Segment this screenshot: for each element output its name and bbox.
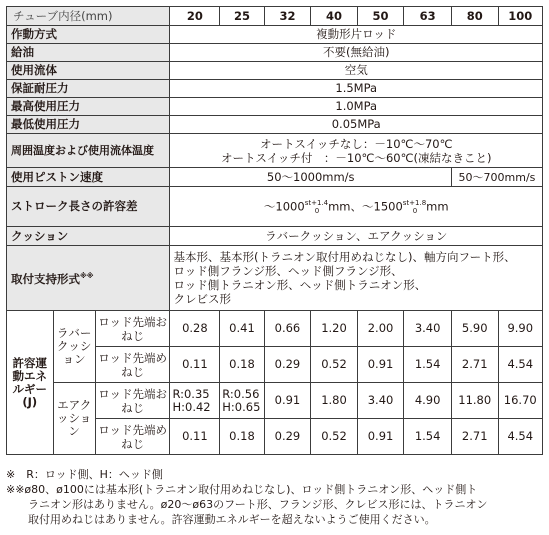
row-fluid (7, 62, 543, 80)
min-pressure-label: 最低使用圧力 (7, 116, 170, 134)
piston-speed-label: 使用ピストン速度 (7, 168, 170, 187)
footnotes (6, 467, 546, 527)
stroke-part2-tol (403, 199, 426, 215)
stroke-part2-unit: mm (426, 199, 449, 213)
action-label: 作動方式 (7, 26, 170, 44)
footnote: ※ R：ロッド側、H：ヘッド側 (6, 468, 163, 481)
bore-40: 40 (311, 7, 358, 26)
temperature-line-2-text: オートスイッチ付 ：－10℃～60℃ (220, 150, 414, 165)
proof-pressure-label: 保証耐圧力 (7, 80, 170, 98)
bore-20: 20 (170, 7, 220, 26)
bore-25: 25 (220, 7, 264, 26)
rubber-female-40: 0.52 (311, 347, 358, 383)
air-female-25: 0.18 (220, 419, 264, 455)
row-rubber-male (7, 311, 543, 347)
rubber-female-label: ロッド先端めねじ (95, 347, 170, 383)
temperature-line-2 (170, 151, 542, 165)
air-male-25-head: H:0.65 (222, 399, 261, 414)
mounting-label-cell (7, 246, 170, 311)
stroke-tolerance-label: ストローク長さの許容差 (7, 187, 170, 227)
spec-table (6, 6, 543, 455)
stroke-part1-tol (305, 199, 328, 215)
air-female-label: ロッド先端めねじ (95, 419, 170, 455)
rubber-male-80: 5.90 (451, 311, 498, 347)
mounting-line: クレビス形 (173, 292, 231, 306)
energy-label: 許容運動エネルギー(J) (7, 311, 54, 455)
temperature-label: 周囲温度および使用流体温度 (7, 134, 170, 168)
air-male-100: 16.70 (498, 383, 543, 419)
stroke-part1-base: ～1000 (263, 199, 305, 213)
action-value: 複動形片ロッド (170, 26, 543, 44)
proof-pressure-value: 1.5MPa (170, 80, 543, 98)
air-female-100: 4.54 (498, 419, 543, 455)
air-male-25-rod: R:0.56 (222, 386, 260, 401)
rubber-female-80: 2.71 (451, 347, 498, 383)
footnote: ラニオン形はありません。ø20～ø63のフート形、フランジ形、クレビス形には、トラニオン (6, 498, 488, 511)
bore-80: 80 (451, 7, 498, 26)
temperature-note: (凍結なきこと) (413, 150, 492, 165)
air-female-20: 0.11 (170, 419, 220, 455)
rubber-cushion-label: ラバークッション (53, 311, 95, 383)
stroke-tolerance-value (170, 187, 543, 227)
rubber-male-32: 0.66 (264, 311, 311, 347)
mounting-line: 基本形、基本形(トラニオン取付用めねじなし)、軸方向フート形、 (173, 250, 516, 264)
air-male-label: ロッド先端おねじ (95, 383, 170, 419)
row-action (7, 26, 543, 44)
min-pressure-value: 0.05MPa (170, 116, 543, 134)
row-air-male (7, 383, 543, 419)
stroke-part1-sup: st+1.4 (304, 198, 329, 207)
row-temperature (7, 134, 543, 168)
air-male-20-head: H:0.42 (172, 399, 211, 414)
air-male-20 (170, 383, 220, 419)
row-stroke-tolerance (7, 187, 543, 227)
stroke-part1-sub: 0 (314, 206, 320, 215)
air-male-32: 0.91 (264, 383, 311, 419)
max-pressure-value: 1.0MPa (170, 98, 543, 116)
rubber-female-20: 0.11 (170, 347, 220, 383)
max-pressure-label: 最高使用圧力 (7, 98, 170, 116)
rubber-male-label: ロッド先端おねじ (95, 311, 170, 347)
bore-32: 32 (264, 7, 311, 26)
rubber-female-50: 0.91 (357, 347, 404, 383)
temperature-value (170, 134, 543, 168)
fluid-label: 使用流体 (7, 62, 170, 80)
rubber-male-20: 0.28 (170, 311, 220, 347)
rubber-male-25: 0.41 (220, 311, 264, 347)
air-female-80: 2.71 (451, 419, 498, 455)
piston-speed-large: 50～700mm/s (451, 168, 542, 187)
row-proof-pressure (7, 80, 543, 98)
lubrication-value: 不要(無給油) (170, 44, 543, 62)
rubber-male-63: 3.40 (404, 311, 452, 347)
air-cushion-label: エアクッション (53, 383, 95, 455)
mounting-line: ロッド側トラニオン形、ヘッド側トラニオン形、 (173, 278, 427, 292)
air-female-50: 0.91 (357, 419, 404, 455)
row-piston-speed (7, 168, 543, 187)
row-mounting (7, 246, 543, 311)
mounting-value (170, 246, 543, 311)
row-max-pressure (7, 98, 543, 116)
air-female-40: 0.52 (311, 419, 358, 455)
rubber-male-100: 9.90 (498, 311, 543, 347)
stroke-part2-sub: 0 (412, 206, 418, 215)
piston-speed-small: 50～1000mm/s (170, 168, 451, 187)
rubber-female-25: 0.18 (220, 347, 264, 383)
bore-header-label: チューブ内径(mm) (7, 7, 170, 26)
mounting-label-mark: ※※ (80, 272, 94, 281)
rubber-male-50: 2.00 (357, 311, 404, 347)
air-male-40: 1.80 (311, 383, 358, 419)
rubber-male-40: 1.20 (311, 311, 358, 347)
fluid-value: 空気 (170, 62, 543, 80)
air-male-63: 4.90 (404, 383, 452, 419)
bore-63: 63 (404, 7, 452, 26)
air-male-80: 11.80 (451, 383, 498, 419)
mounting-label: 取付支持形式 (11, 271, 80, 286)
air-male-20-rod: R:0.35 (172, 386, 210, 401)
stroke-part1-unit: mm、～1500 (328, 199, 403, 213)
cushion-label: クッション (7, 227, 170, 246)
air-female-32: 0.29 (264, 419, 311, 455)
air-male-25 (220, 383, 264, 419)
header-row (7, 7, 543, 26)
cushion-value: ラバークッション、エアクッション (170, 227, 543, 246)
footnote: ※※ø80、ø100には基本形(トラニオン取付用めねじなし)、ロッド側トラニオン形、ヘッド側ト (6, 483, 478, 496)
bore-50: 50 (357, 7, 404, 26)
lubrication-label: 給油 (7, 44, 170, 62)
air-female-63: 1.54 (404, 419, 452, 455)
temperature-line-1: オートスイッチなし：－10℃～70℃ (259, 136, 453, 151)
footnote: 取付用めねじはありません。許容運動エネルギーを超えないようご使用ください。 (6, 513, 436, 526)
rubber-female-32: 0.29 (264, 347, 311, 383)
rubber-female-100: 4.54 (498, 347, 543, 383)
row-lubrication (7, 44, 543, 62)
row-min-pressure (7, 116, 543, 134)
air-male-50: 3.40 (357, 383, 404, 419)
row-cushion (7, 227, 543, 246)
stroke-part2-sup: st+1.8 (402, 198, 427, 207)
bore-100: 100 (498, 7, 543, 26)
mounting-line: ロッド側フランジ形、ヘッド側フランジ形、 (173, 264, 403, 278)
rubber-female-63: 1.54 (404, 347, 452, 383)
